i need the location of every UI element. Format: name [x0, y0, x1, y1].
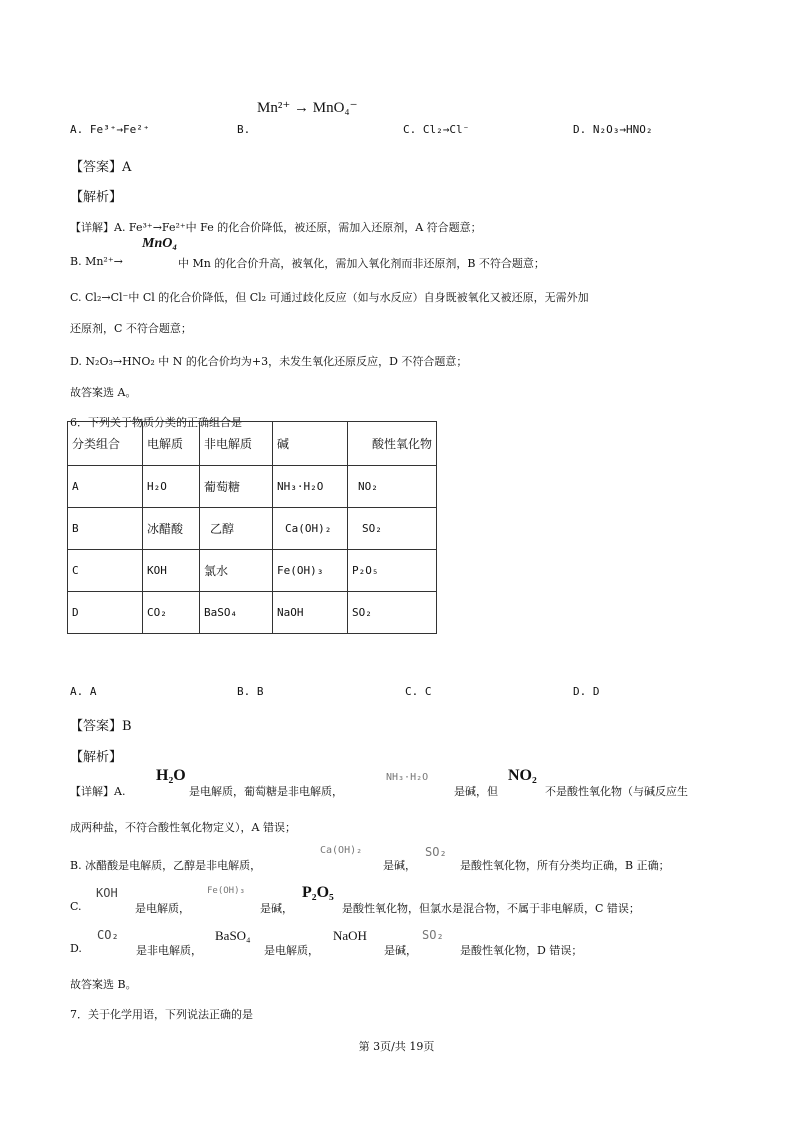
table-cell: 冰醋酸 — [143, 508, 200, 550]
q6-detail-b-text1: 是碱， — [383, 859, 416, 872]
q6-conclusion: 故答案选 B。 — [70, 978, 137, 991]
table-cell: C — [68, 550, 143, 592]
table-row — [68, 508, 437, 550]
q5-option-d: D. N₂O₃→HNO₂ — [573, 123, 653, 136]
q6-detail-d-co2: CO₂ — [97, 928, 119, 942]
table-row — [68, 592, 437, 634]
table-cell: CO₂ — [143, 592, 200, 634]
q5-option-c: C. Cl₂→Cl⁻ — [403, 123, 470, 136]
q6-detail-c-prefix: C. — [70, 900, 82, 913]
table-cell: NO₂ — [348, 466, 437, 508]
q6-detail-a-line2: 成两种盐，不符合酸性氧化物定义），A 错误； — [70, 821, 296, 834]
q5-answer: 【答案】A — [70, 160, 132, 175]
q6-detail-a-prefix: 【详解】A. — [70, 785, 126, 798]
q6-detail-a-h2o: H₂O — [156, 767, 186, 784]
table-cell: 氯水 — [200, 550, 273, 592]
q6-stem: 6．下列关于物质分类的正确组合是 — [70, 416, 242, 429]
q6-detail-a-no2: NO₂ — [508, 767, 537, 784]
q6-option-c: C. C — [405, 685, 432, 698]
table-cell: NH₃·H₂O — [273, 466, 348, 508]
table-cell: SO₂ — [348, 508, 437, 550]
table-cell: KOH — [143, 550, 200, 592]
q6-detail-c-text1: 是电解质， — [135, 902, 190, 915]
q5-conclusion: 故答案选 A。 — [70, 386, 137, 399]
table-cell: A — [68, 466, 143, 508]
q6-detail-a-text2: 是碱，但 — [454, 785, 498, 798]
classification-table — [67, 421, 437, 634]
q5-detail-d: D. N₂O₃→HNO₂ 中 N 的化合价均为+3，未发生氧化还原反应，D 不符合题意； — [70, 355, 468, 368]
table-cell: 乙醇 — [200, 508, 273, 550]
page-footer: 第 3页/共 19页 — [358, 1040, 435, 1053]
q5-detail-a: 【详解】A. Fe³⁺→Fe²⁺中 Fe 的化合价降低，被还原，需加入还原剂，A 符合题意； — [70, 221, 482, 234]
q5-option-a: A. Fe³⁺→Fe²⁺ — [70, 123, 150, 136]
q6-detail-d-text2: 是电解质， — [264, 944, 319, 957]
q6-detail-b-so2: SO₂ — [425, 845, 447, 859]
q6-detail-d-text4: 是酸性氧化物，D 错误； — [460, 944, 583, 957]
q5-detail-b-formula: MnO₄ — [142, 236, 178, 251]
q6-detail-d-prefix: D. — [70, 942, 82, 955]
table-cell: NaOH — [273, 592, 348, 634]
q6-detail-d-baso4: BaSO₄ — [215, 928, 251, 943]
table-row — [68, 550, 437, 592]
table-cell: Ca(OH)₂ — [273, 508, 348, 550]
q7-stem: 7．关于化学用语，下列说法正确的是 — [70, 1008, 253, 1021]
table-header-cell: 酸性氧化物 — [348, 422, 437, 466]
q5-option-b-formula: Mn²⁺ → MnO₄⁻ — [257, 100, 358, 116]
q6-detail-d-so2: SO₂ — [422, 928, 444, 942]
q5-detail-b-rest: 中 Mn 的化合价升高，被氧化，需加入氧化剂而非还原剂，B 不符合题意； — [178, 257, 545, 270]
q6-detail-d-naoh: NaOH — [333, 928, 367, 943]
q6-option-d: D. D — [573, 685, 600, 698]
q5-option-b: B. — [237, 123, 251, 136]
table-header-cell: 碱 — [273, 422, 348, 466]
q6-detail-a-nh3h2o: NH₃·H₂O — [386, 772, 429, 783]
q6-detail-d-text3: 是碱， — [384, 944, 417, 957]
q6-detail-c-text3: 是酸性氧化物，但氯水是混合物，不属于非电解质，C 错误； — [342, 902, 640, 915]
q6-detail-b-caoh2: Ca(OH)₂ — [320, 845, 363, 856]
q6-detail-c-koh: KOH — [96, 886, 118, 900]
q6-detail-c-feoh3: Fe(OH)₃ — [207, 886, 245, 896]
q6-detail-a-text3: 不是酸性氧化物（与碱反应生 — [545, 785, 688, 798]
q5-detail-c-line2: 还原剂，C 不符合题意； — [70, 322, 192, 335]
q6-detail-c-p2o5: P₂O₅ — [302, 884, 334, 901]
table-row — [68, 466, 437, 508]
table-header-cell: 非电解质 — [200, 422, 273, 466]
table-cell: H₂O — [143, 466, 200, 508]
table-header-cell: 分类组合 — [68, 422, 143, 466]
q6-detail-b-prefix: B. 冰醋酸是电解质，乙醇是非电解质， — [70, 859, 262, 872]
q6-detail-c-text2: 是碱， — [260, 902, 293, 915]
q6-analysis-label: 【解析】 — [70, 750, 123, 765]
q5-analysis-label: 【解析】 — [70, 190, 123, 205]
q6-option-a: A. A — [70, 685, 97, 698]
q6-answer: 【答案】B — [70, 719, 132, 734]
table-cell: Fe(OH)₃ — [273, 550, 348, 592]
q6-detail-d-text1: 是非电解质， — [136, 944, 202, 957]
table-cell: 葡萄糖 — [200, 466, 273, 508]
table-cell: BaSO₄ — [200, 592, 273, 634]
q6-detail-a-text1: 是电解质，葡萄糖是非电解质， — [189, 785, 343, 798]
table-cell: P₂O₅ — [348, 550, 437, 592]
q5-detail-b-prefix: B. Mn²⁺→ — [70, 255, 123, 268]
table-header-cell: 电解质 — [143, 422, 200, 466]
table-cell: SO₂ — [348, 592, 437, 634]
table-cell: D — [68, 592, 143, 634]
q6-detail-b-text2: 是酸性氧化物，所有分类均正确，B 正确； — [460, 859, 670, 872]
table-header-row — [68, 422, 437, 466]
table-cell: B — [68, 508, 143, 550]
q6-option-b: B. B — [237, 685, 264, 698]
q5-detail-c-line1: C. Cl₂→Cl⁻中 Cl 的化合价降低，但 Cl₂ 可通过歧化反应（如与水反应）自身既被氧化又被还原，无需外加 — [70, 291, 589, 304]
